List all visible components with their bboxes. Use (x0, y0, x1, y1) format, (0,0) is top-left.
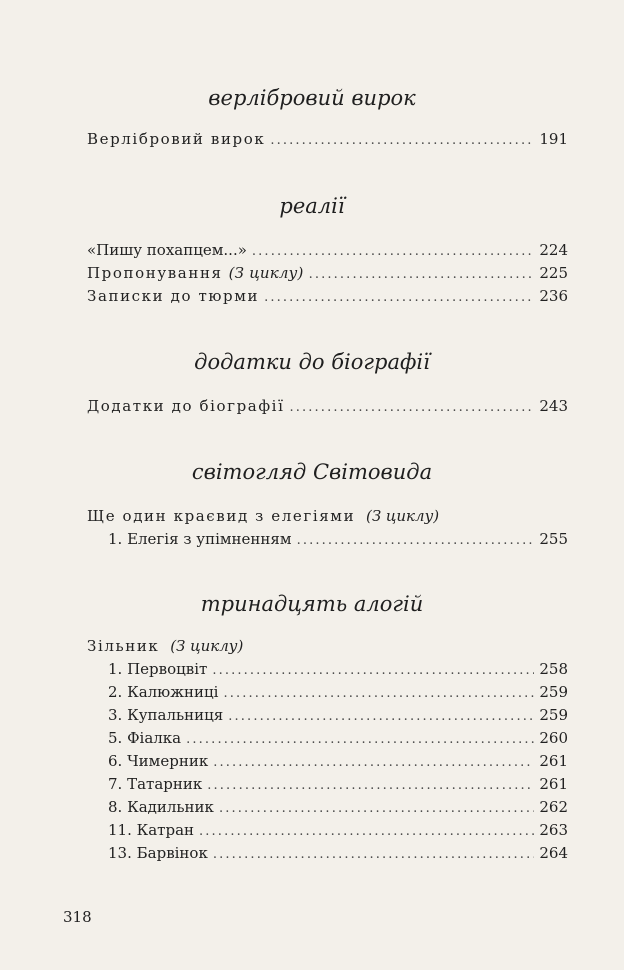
toc-entry (108, 729, 568, 747)
toc-entry (87, 287, 568, 305)
toc-entry (108, 683, 568, 701)
leader-dots (207, 778, 534, 793)
toc-entry-title: «Пишу похапцем...» (87, 241, 247, 259)
section-title-verlibrovyi-vyrok: верлібровий вирок (208, 86, 416, 110)
leader-dots (219, 801, 534, 816)
cycle-heading (87, 507, 439, 525)
toc-entry-page: 259 (539, 706, 568, 724)
toc-entry (108, 798, 568, 816)
toc-entry (108, 821, 568, 839)
toc-entry-page: 225 (539, 264, 568, 282)
toc-entry-title: 5. Фіалка (108, 729, 182, 747)
toc-entry-page: 261 (539, 775, 568, 793)
toc-entry-page: 263 (539, 821, 568, 839)
leader-dots (289, 400, 534, 415)
toc-entry-title: 8. Кадильник (108, 798, 214, 816)
toc-entry-title: 13. Барвінок (108, 844, 208, 862)
toc-entry-page: 262 (539, 798, 568, 816)
toc-entry-page: 260 (539, 729, 568, 747)
leader-dots (186, 732, 534, 747)
section-title-realii: реалії (279, 194, 345, 218)
cycle-heading-title: Ще один краєвид з елегіями (87, 507, 356, 525)
leader-dots (213, 755, 534, 770)
toc-entry-cycle: (З циклу) (228, 264, 304, 282)
toc-entry-title: 6. Чимерник (108, 752, 209, 770)
toc-entry-title: 3. Купальниця (108, 706, 224, 724)
toc-entry-page: 264 (539, 844, 568, 862)
toc-entry-title: Верлібровий вирок (87, 130, 266, 148)
toc-entry (87, 397, 568, 415)
leader-dots (270, 133, 534, 148)
leader-dots (309, 267, 535, 282)
cycle-heading (87, 637, 243, 655)
toc-entry-page: 236 (539, 287, 568, 305)
toc-entry-page: 259 (539, 683, 568, 701)
toc-entry (108, 844, 568, 862)
toc-entry-title: 7. Татарник (108, 775, 203, 793)
leader-dots (212, 663, 534, 678)
cycle-heading-title: Зільник (87, 637, 160, 655)
toc-entry (87, 130, 568, 148)
leader-dots (264, 290, 534, 305)
toc-entry-page: 191 (539, 130, 568, 148)
section-title-trynadtsiat-alohii: тринадцять алогій (200, 592, 424, 616)
toc-entry-page: 258 (539, 660, 568, 678)
toc-entry-title: Додатки до біографії (87, 397, 285, 415)
page-number: 318 (63, 908, 92, 926)
toc-entry (108, 660, 568, 678)
toc-entry (87, 264, 568, 282)
leader-dots (228, 709, 534, 724)
toc-entry (87, 241, 568, 259)
toc-entry-title: 2. Калюжниці (108, 683, 219, 701)
section-title-svitohliad: світогляд Світовида (191, 460, 433, 484)
toc-entry-title: Пропонування (87, 264, 223, 282)
toc-entry (108, 706, 568, 724)
toc-entry-page: 243 (539, 397, 568, 415)
leader-dots (223, 686, 534, 701)
toc-entry (108, 752, 568, 770)
toc-entry-title: 1. Елегія з упімненням (108, 530, 292, 548)
toc-entry-page: 255 (539, 530, 568, 548)
toc-entry-page: 224 (539, 241, 568, 259)
toc-entry-title: Записки до тюрми (87, 287, 260, 305)
leader-dots (252, 244, 534, 259)
leader-dots (297, 533, 535, 548)
toc-entry-page: 261 (539, 752, 568, 770)
toc-entry (108, 775, 568, 793)
leader-dots (199, 824, 534, 839)
toc-entry (108, 530, 568, 548)
cycle-heading-note: (З циклу) (170, 637, 244, 655)
cycle-heading-note: (З циклу) (365, 507, 440, 525)
section-title-dodatky: додатки до біографії (194, 350, 430, 374)
toc-entry-title: 1. Первоцвіт (108, 660, 208, 678)
toc-entry-title: 11. Катран (108, 821, 195, 839)
leader-dots (213, 847, 535, 862)
